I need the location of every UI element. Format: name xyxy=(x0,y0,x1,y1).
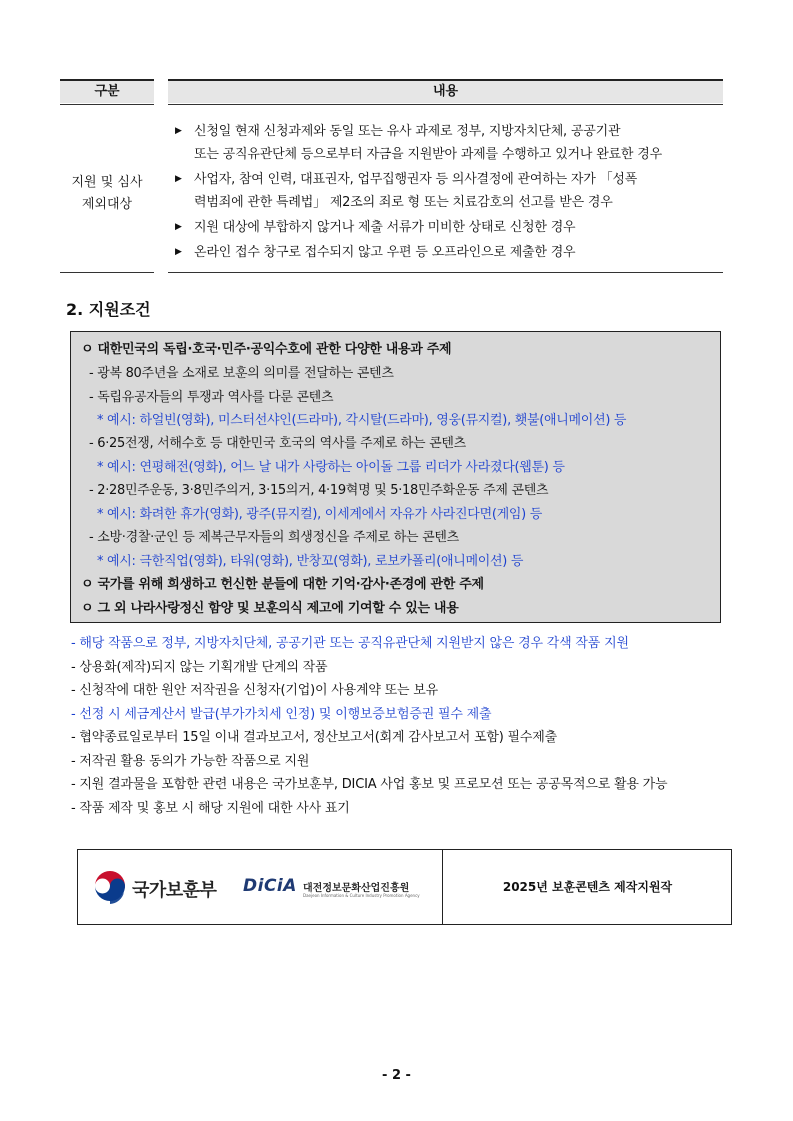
dicia-logo-mark: DiCiA xyxy=(243,876,297,896)
exclusion-item: ▶ 온라인 접수 창구로 접수되지 않고 우편 등 오프라인으로 제출한 경우 xyxy=(172,241,722,264)
credit-table xyxy=(77,849,732,925)
table-bottom-rule-left xyxy=(60,272,154,273)
category-line-2: 제외대상 xyxy=(81,197,133,212)
exclusion-item: ▶ 사업자, 참여 인력, 대표권자, 업무집행권자 등 의사결정에 관여하는 자가 「성폭 력범죄에 관한 특례법」 제2조의 죄로 형 또는 치료감호의 선고를 받은 경우 xyxy=(172,168,722,214)
page-number: - 2 - xyxy=(382,1068,411,1083)
topic-heading: ㅇ 그 외 나라사랑정신 함양 및 보훈의식 제고에 기여할 수 있는 내용 xyxy=(81,601,459,616)
exclusion-item: ▶ 신청일 현재 신청과제와 동일 또는 유사 과제로 정부, 지방자치단체, 공공기관 또는 공직유관단체 등으로부터 자금을 지원받아 과제를 수행하고 있거나 완료한 경우 xyxy=(172,120,722,166)
credit-divider xyxy=(442,850,443,924)
topic-example: * 예시: 연평해전(영화), 어느 날 내가 사랑하는 아이돌 그룹 리더가 사라졌다(웹툰) 등 xyxy=(97,460,565,475)
topic-sub-item: - 6·25전쟁, 서해수호 등 대한민국 호국의 역사를 주제로 하는 콘텐츠 xyxy=(89,436,466,451)
taegeuk-icon xyxy=(92,870,128,906)
triangle-bullet-icon: ▶ xyxy=(175,174,182,184)
topic-sub-item: - 독립유공자들의 투쟁과 역사를 다룬 콘텐츠 xyxy=(89,390,334,405)
table-header-rule-right xyxy=(168,104,723,105)
topic-heading: ㅇ 대한민국의 독립·호국·민주·공익수호에 관한 다양한 내용과 주제 xyxy=(81,342,452,357)
conditions-list xyxy=(71,632,741,820)
triangle-bullet-icon: ▶ xyxy=(175,247,182,257)
topic-example: * 예시: 극한직업(영화), 타워(영화), 반창꼬(영화), 로보카폴리(애니메이션) 등 xyxy=(97,554,524,569)
topic-example: * 예시: 하얼빈(영화), 미스터선샤인(드라마), 각시탈(드라마), 영웅(뮤지컬), 횃불(애니메이션) 등 xyxy=(97,413,627,428)
mpva-logo-text: 국가보훈부 xyxy=(132,880,217,901)
table-category-cell xyxy=(60,172,154,216)
dicia-logo xyxy=(243,876,420,898)
condition-item: - 상용화(제작)되지 않는 기획개발 단계의 작품 xyxy=(71,659,328,675)
section-title: 2. 지원조건 xyxy=(66,300,151,319)
dicia-logo-english: Daejeon Information & Culture Industry Promotion Agency xyxy=(303,893,420,898)
table-header-category: 구분 xyxy=(60,79,154,103)
condition-item: - 지원 결과물을 포함한 관련 내용은 국가보훈부, DICIA 사업 홍보 및 프로모션 또는 공공목적으로 활용 가능 xyxy=(71,777,668,792)
category-line-1: 지원 및 심사 xyxy=(71,175,143,190)
table-header-rule-left xyxy=(60,104,154,105)
condition-item: - 선정 시 세금계산서 발급(부가가치세 인정) 및 이행보증보험증권 필수 제출 xyxy=(71,706,492,722)
condition-item: - 저작권 활용 동의가 가능한 작품으로 지원 xyxy=(71,753,310,769)
topic-sub-item: - 2·28민주운동, 3·8민주의거, 3·15의거, 4·19혁명 및 5·18민주화운동 주제 콘텐츠 xyxy=(89,483,549,498)
condition-item: - 작품 제작 및 홍보 시 해당 지원에 대한 사사 표기 xyxy=(71,800,350,816)
exclusion-item: ▶ 지원 대상에 부합하지 않거나 제출 서류가 미비한 상태로 신청한 경우 xyxy=(172,216,722,239)
exclusion-list xyxy=(172,120,722,264)
credit-label: 2025년 보훈콘텐츠 제작지원작 xyxy=(502,880,673,894)
topic-sub-item: - 소방·경찰·군인 등 제복근무자들의 희생정신을 주제로 하는 콘텐츠 xyxy=(89,530,459,545)
condition-item: - 해당 작품으로 정부, 지방자치단체, 공공기관 또는 공직유관단체 지원받지 않은 경우 각색 작품 지원 xyxy=(71,636,629,651)
triangle-bullet-icon: ▶ xyxy=(175,126,182,136)
table-header-content: 내용 xyxy=(168,79,723,103)
condition-item: - 신청작에 대한 원안 저작권을 신청자(기업)이 사용계약 또는 보유 xyxy=(71,683,439,698)
condition-item: - 협약종료일로부터 15일 이내 결과보고서, 정산보고서(회계 감사보고서 포함) 필수제출 xyxy=(71,730,557,745)
support-topics-box xyxy=(70,331,721,623)
topic-heading: ㅇ 국가를 위해 희생하고 헌신한 분들에 대한 기억·감사·존경에 관한 주제 xyxy=(81,577,484,592)
mpva-logo xyxy=(92,870,217,910)
dicia-logo-korean: 대전정보문화산업진흥원 xyxy=(303,883,410,894)
triangle-bullet-icon: ▶ xyxy=(175,222,182,232)
topic-example: * 예시: 화려한 휴가(영화), 광주(뮤지컬), 이세계에서 자유가 사라진다면(게임) 등 xyxy=(97,507,542,522)
topic-sub-item: - 광복 80주년을 소재로 보훈의 의미를 전달하는 콘텐츠 xyxy=(89,366,394,381)
table-bottom-rule-right xyxy=(168,272,723,273)
